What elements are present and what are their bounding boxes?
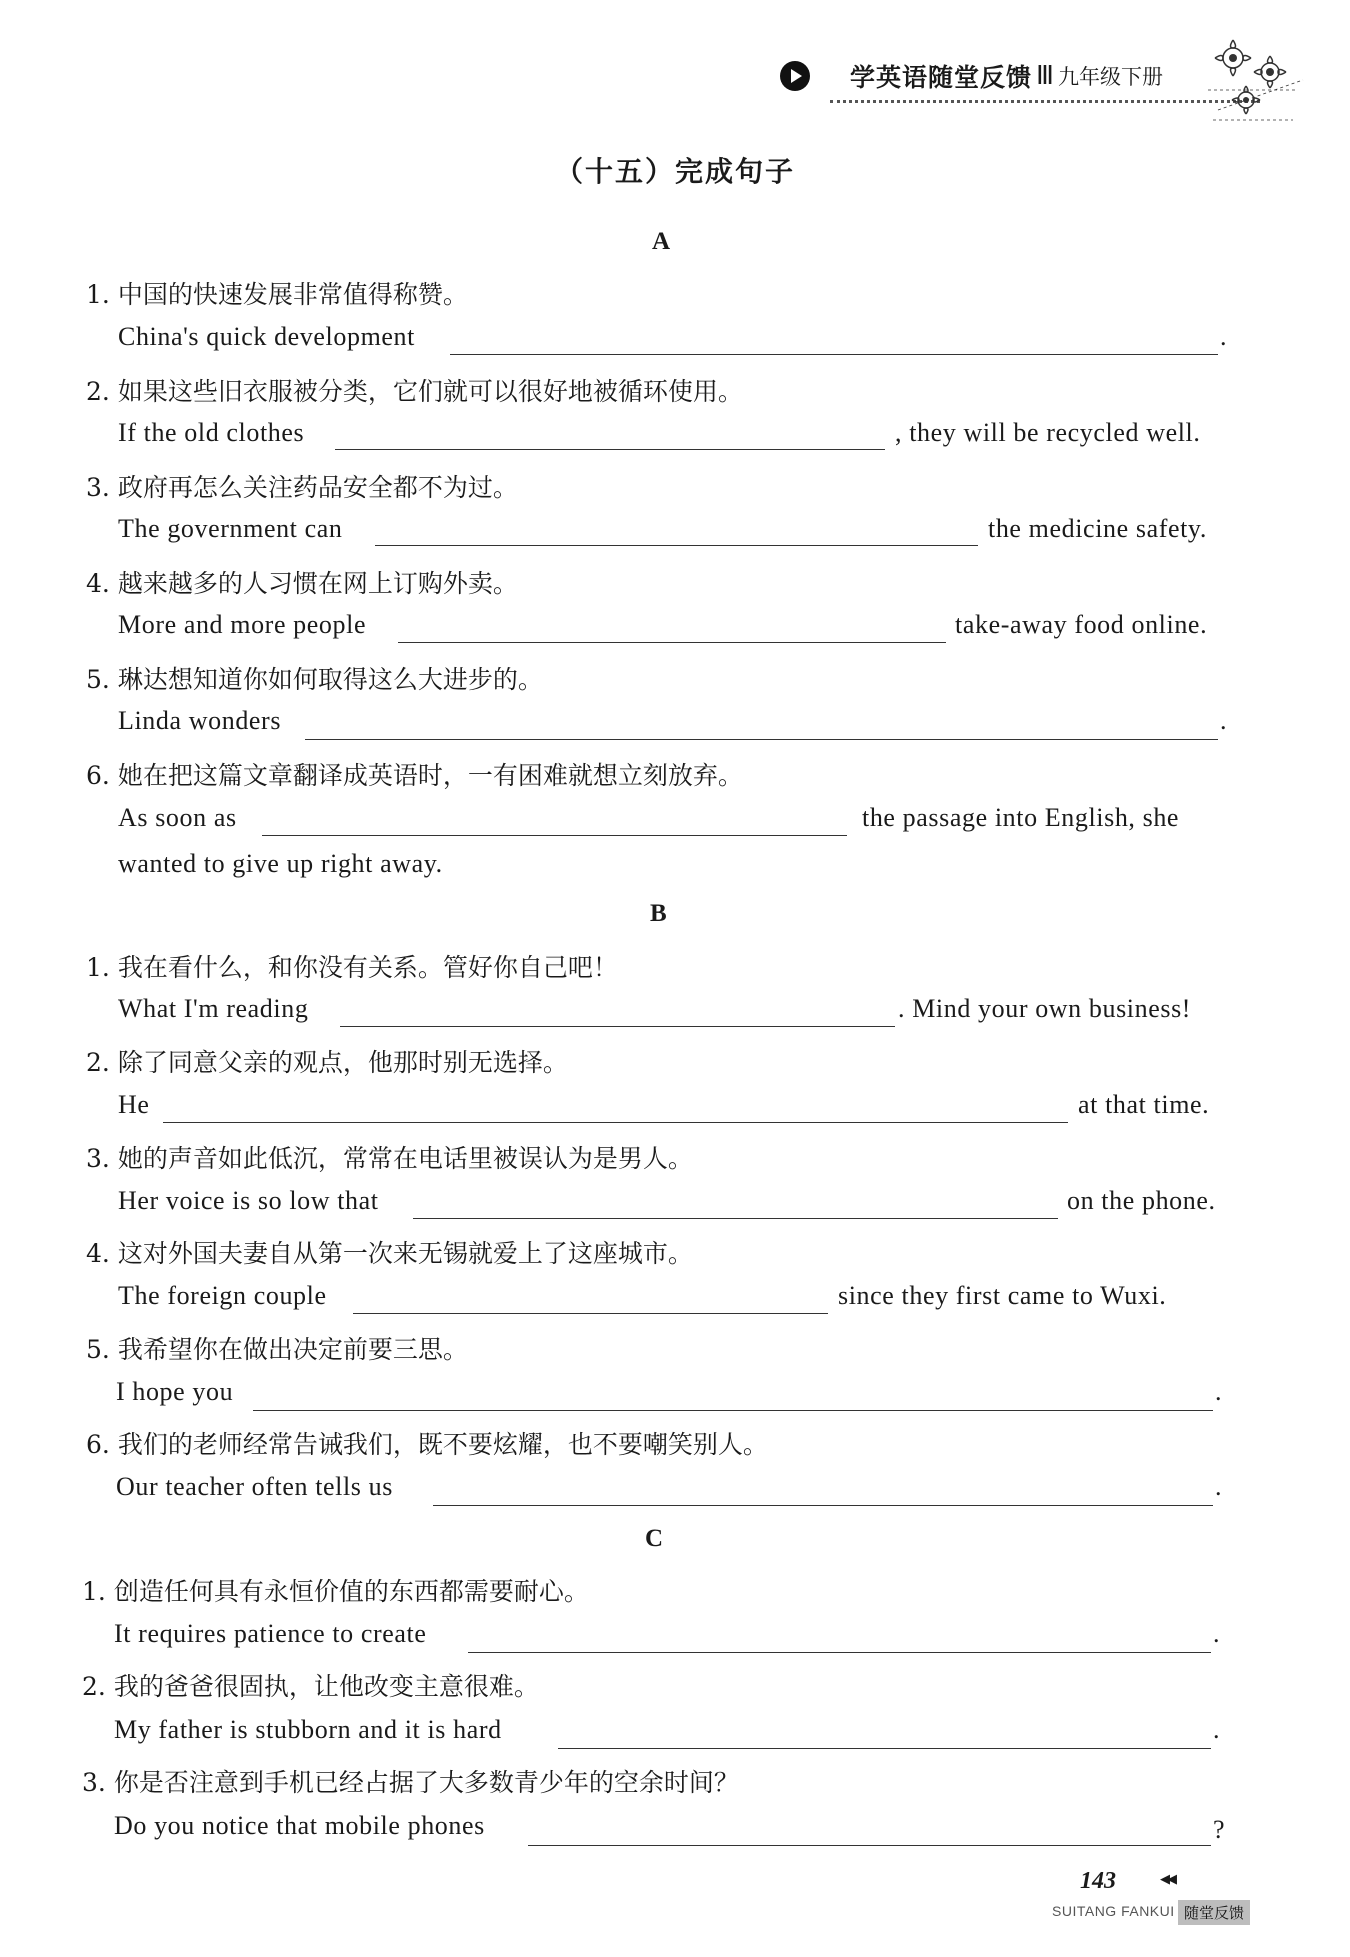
grade-label: 九年级下册 [1057,65,1163,89]
question-text: 你是否注意到手机已经占据了大多数青少年的空余时间？ [113,1768,739,1797]
header-dotted-rule [830,100,1260,103]
question-number: 2. [86,1048,110,1077]
question-number: 6. [86,761,110,790]
answer-c1-blank[interactable] [468,1652,1211,1653]
answer-b4-blank[interactable] [353,1313,828,1314]
answer-a6-prompt: As soon as [118,803,237,832]
answer-a6-blank[interactable] [262,835,847,836]
question-number: 2. [82,1672,106,1701]
answer-a5-tail: . [1220,706,1228,735]
question-number: 1. [86,280,110,309]
answer-a4-tail: take-away food online. [955,610,1208,639]
question-text: 我们的老师经常告诫我们，既不要炫耀，也不要嘲笑别人。 [117,1430,768,1459]
answer-c2-tail: . [1213,1715,1221,1744]
question-text: 我的爸爸很固执，让他改变主意很难。 [113,1672,539,1701]
question-b5-chinese [86,1330,468,1366]
part-label-b: B [650,900,667,927]
question-number: 4. [86,1239,110,1268]
answer-a4-blank[interactable] [398,642,946,643]
answer-c1-prompt: It requires patience to create [114,1619,427,1648]
play-icon [780,61,810,91]
question-text: 中国的快速发展非常值得称赞。 [117,280,468,309]
answer-a3-tail: the medicine safety. [988,514,1207,543]
answer-c3-blank[interactable] [528,1845,1211,1846]
answer-a1-prompt: China's quick development [118,322,415,351]
answer-b5-blank[interactable] [253,1410,1213,1411]
question-a2-chinese [86,372,743,408]
question-number: 3. [86,473,110,502]
answer-a6-tail: the passage into English, she [862,803,1180,832]
running-header [780,58,1163,94]
question-text: 政府再怎么关注药品安全都不为过。 [117,473,518,502]
answer-a2-prompt: If the old clothes [118,418,305,447]
answer-c3-tail: ? [1213,1815,1226,1844]
answer-a3-blank[interactable] [375,545,978,546]
question-a1-chinese [86,275,468,311]
answer-a1-tail: . [1220,322,1228,351]
question-number: 4. [86,569,110,598]
answer-b6-tail: . [1215,1472,1223,1501]
question-number: 6. [86,1430,110,1459]
question-number: 2. [86,377,110,406]
question-text: 我希望你在做出决定前要三思。 [117,1335,468,1364]
question-b6-chinese [86,1425,768,1461]
question-number: 3. [86,1144,110,1173]
double-arrow-left-icon: ◀◀ [1160,1872,1174,1887]
answer-b2-blank[interactable] [163,1122,1068,1123]
answer-c2-blank[interactable] [558,1748,1211,1749]
question-text: 除了同意父亲的观点，他那时别无选择。 [117,1048,568,1077]
answer-b6-blank[interactable] [433,1505,1213,1506]
question-number: 1. [86,953,110,982]
question-c3-chinese [82,1763,739,1799]
question-a3-chinese [86,468,518,504]
answer-a3-prompt: The government can [118,514,343,543]
answer-b3-tail: on the phone. [1067,1186,1216,1215]
answer-a5-blank[interactable] [305,739,1218,740]
answer-a4-prompt: More and more people [118,610,367,639]
answer-b5-prompt: I hope you [116,1377,234,1406]
answer-a5-prompt: Linda wonders [118,706,282,735]
question-number: 1. [82,1577,106,1606]
answer-b2-prompt: He [118,1090,150,1119]
part-label-c: C [645,1525,664,1552]
question-number: 3. [82,1768,106,1797]
question-a6-chinese [86,756,743,792]
answer-b5-tail: . [1215,1377,1223,1406]
question-number: 5. [86,665,110,694]
answer-c1-tail: . [1213,1619,1221,1648]
answer-a2-tail: , they will be recycled well. [895,418,1201,447]
sunflower-decoration-icon [1198,20,1308,130]
answer-b4-prompt: The foreign couple [118,1281,327,1310]
question-c2-chinese [82,1667,539,1703]
question-text: 她的声音如此低沉，常常在电话里被误认为是男人。 [117,1144,693,1173]
answer-b1-tail: . Mind your own business! [898,994,1192,1023]
answer-b4-tail: since they first came to Wuxi. [838,1281,1167,1310]
question-c1-chinese [82,1572,589,1608]
answer-b3-blank[interactable] [413,1218,1058,1219]
question-text: 我在看什么，和你没有关系。管好你自己吧！ [117,953,618,982]
answer-c3-prompt: Do you notice that mobile phones [114,1811,485,1840]
question-text: 这对外国夫妻自从第一次来无锡就爱上了这座城市。 [117,1239,693,1268]
book-title: 学英语随堂反馈 [850,63,1033,92]
question-a4-chinese [86,564,518,600]
question-number: 5. [86,1335,110,1364]
answer-c2-prompt: My father is stubborn and it is hard [114,1715,502,1744]
question-a5-chinese [86,660,543,696]
footer-brand-badge: 随堂反馈 [1178,1900,1250,1925]
question-text: 琳达想知道你如何取得这么大进步的。 [117,665,543,694]
question-text: 她在把这篇文章翻译成英语时，一有困难就想立刻放弃。 [117,761,743,790]
answer-b2-tail: at that time. [1078,1090,1210,1119]
part-label-a: A [652,228,671,255]
footer-brand-en: SUITANG FANKUI [1052,1903,1175,1919]
question-text: 如果这些旧衣服被分类，它们就可以很好地被循环使用。 [117,377,743,406]
question-b1-chinese [86,948,618,984]
answer-b1-prompt: What I'm reading [118,994,309,1023]
answer-b1-blank[interactable] [340,1026,895,1027]
answer-a1-blank[interactable] [450,354,1218,355]
section-title: （十五）完成句子 [554,155,795,188]
answer-a2-blank[interactable] [335,449,885,450]
answer-b3-prompt: Her voice is so low that [118,1186,379,1215]
question-b2-chinese [86,1043,568,1079]
answer-b6-prompt: Our teacher often tells us [116,1472,393,1501]
book-volume: Ⅲ [1036,61,1054,90]
question-text: 越来越多的人习惯在网上订购外卖。 [117,569,518,598]
question-b4-chinese [86,1234,693,1270]
question-b3-chinese [86,1139,693,1175]
question-text: 创造任何具有永恒价值的东西都需要耐心。 [113,1577,589,1606]
answer-a6-continuation: wanted to give up right away. [118,849,443,878]
page-number: 143 [1080,1868,1116,1894]
